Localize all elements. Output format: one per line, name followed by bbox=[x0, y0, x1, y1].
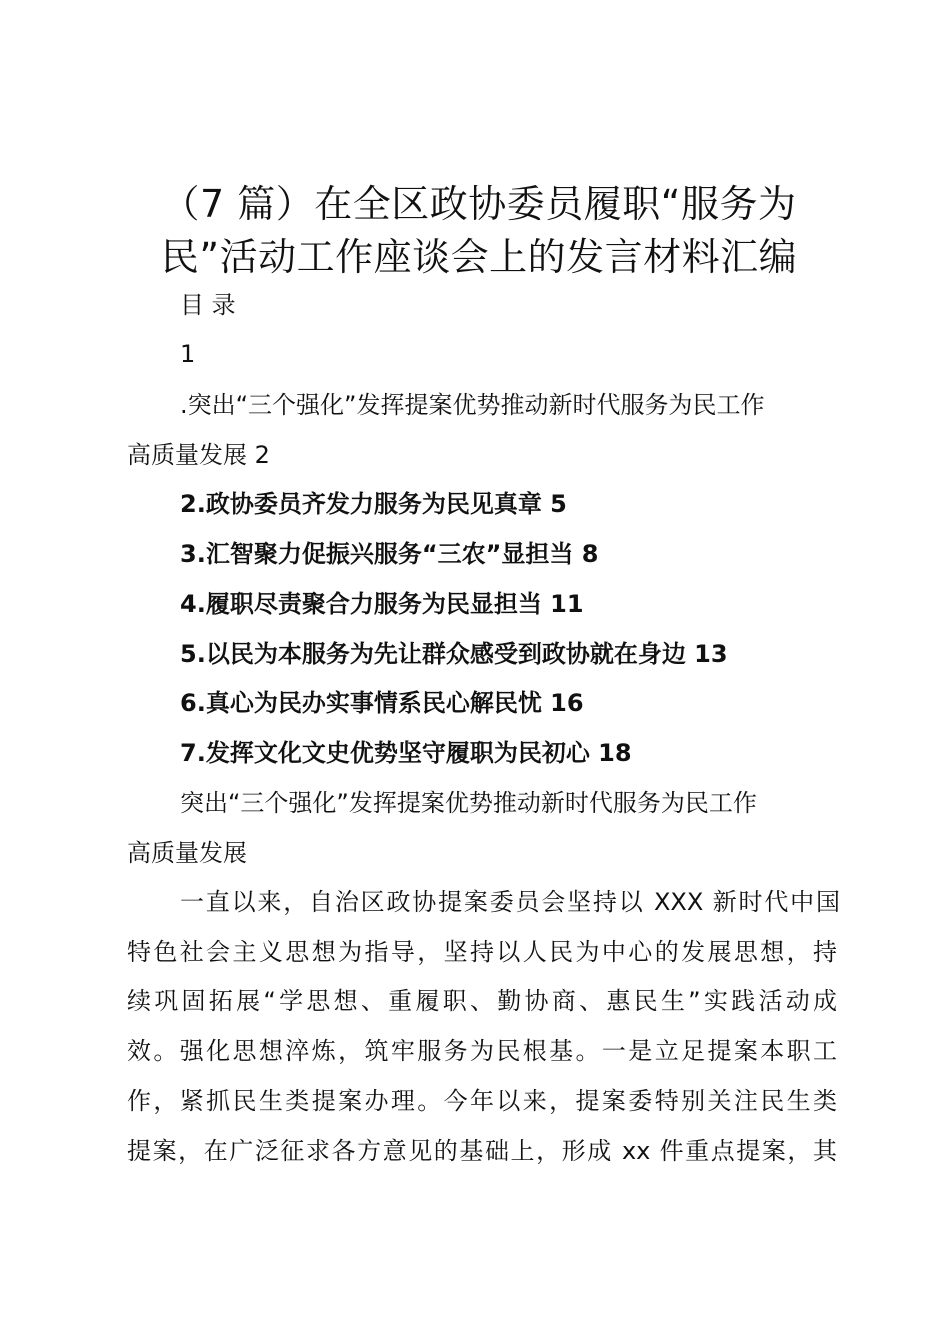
body-paragraph-line: 续巩固拓展“学思想、重履职、勤协商、惠民生”实践活动成 bbox=[127, 987, 837, 1015]
body-paragraph-line: 一直以来，自治区政协提案委员会坚持以 XXX 新时代中国 bbox=[180, 888, 840, 916]
toc-entry: 5.以民为本服务为先让群众感受到政协就在身边 13 bbox=[180, 640, 728, 668]
section-heading-line-1: 突出“三个强化”发挥提案优势推动新时代服务为民工作 bbox=[180, 789, 757, 817]
toc-entry: 3.汇智聚力促振兴服务“三农”显担当 8 bbox=[180, 540, 599, 568]
toc-entry: 2.政协委员齐发力服务为民见真章 5 bbox=[180, 490, 567, 518]
title-line-1: （7 篇）在全区政协委员履职“服务为 bbox=[161, 182, 797, 226]
toc-entry: 6.真心为民办实事情系民心解民忧 16 bbox=[180, 689, 584, 717]
toc-entry: 4.履职尽责聚合力服务为民显担当 11 bbox=[180, 590, 584, 618]
toc-heading: 目 录 bbox=[180, 291, 236, 319]
body-paragraph-line: 提案，在广泛征求各方意见的基础上，形成 xx 件重点提案，其 bbox=[127, 1137, 837, 1165]
body-paragraph-line: 特色社会主义思想为指导，坚持以人民为中心的发展思想，持 bbox=[127, 938, 837, 966]
body-paragraph-line: 效。强化思想淬炼，筑牢服务为民根基。一是立足提案本职工 bbox=[127, 1037, 837, 1065]
body-paragraph-line: 作，紧抓民生类提案办理。今年以来，提案委特别关注民生类 bbox=[127, 1087, 837, 1115]
toc-entry: 7.发挥文化文史优势坚守履职为民初心 18 bbox=[180, 739, 632, 767]
toc-entry-1-line-1: .突出“三个强化”发挥提案优势推动新时代服务为民工作 bbox=[180, 391, 765, 419]
section-heading-line-2: 高质量发展 bbox=[127, 839, 247, 867]
title-line-2: 民”活动工作座谈会上的发言材料汇编 bbox=[160, 235, 798, 279]
toc-entry-1-line-2: 高质量发展 2 bbox=[127, 441, 270, 469]
document-title bbox=[120, 178, 838, 284]
toc-number: 1 bbox=[180, 340, 196, 368]
